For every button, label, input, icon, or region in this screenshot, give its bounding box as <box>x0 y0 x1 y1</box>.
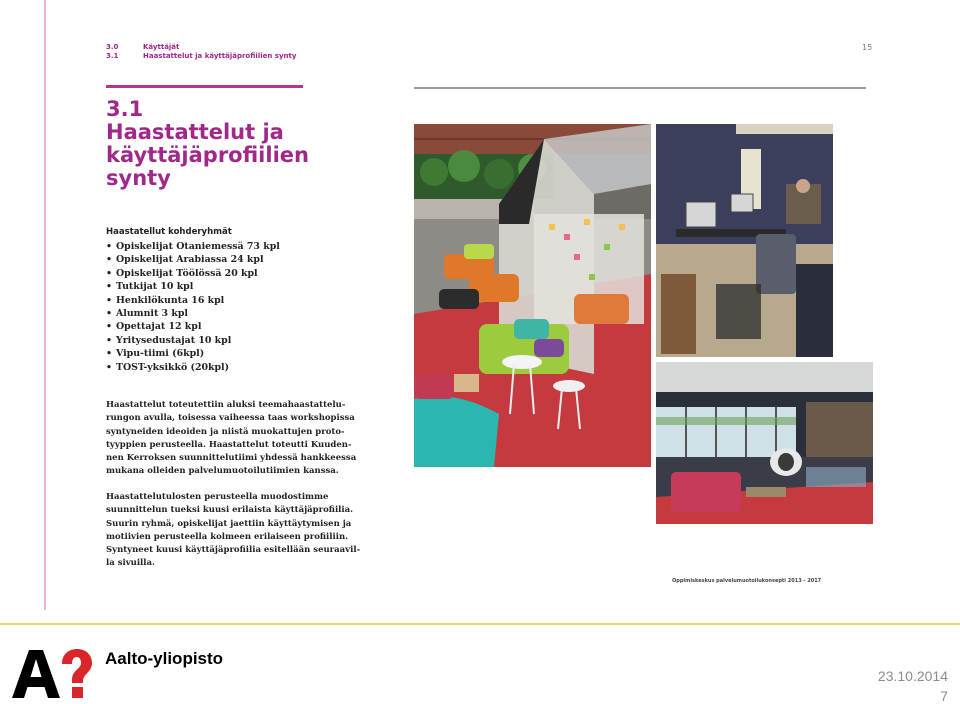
list-item: • Tutkijat 10 kpl <box>106 280 280 293</box>
paragraph-line: la sivuilla. <box>106 558 155 569</box>
footer-rule <box>0 623 960 625</box>
slide-number: 7 <box>940 688 948 704</box>
paragraph-line: Haastattelut toteutettiin aluksi teemahaastattelu- <box>106 400 346 410</box>
title-line: käyttäjäprofiilien <box>106 143 309 167</box>
title-rule <box>106 85 303 88</box>
target-groups-list <box>106 240 280 374</box>
aalto-logo <box>12 648 92 704</box>
paragraph-line: nen Kerroksen suunnittelutiimi yhdessä hankkeessa <box>106 453 357 464</box>
list-item: • Vipu-tiimi (6kpl) <box>106 347 280 360</box>
document-footer: Oppimiskeskus palvelumuotoilukonsepti 2013 - 2017 <box>672 578 822 584</box>
list-item: • Yritysedustajat 10 kpl <box>106 334 280 347</box>
section-title: Käyttäjät <box>143 43 180 51</box>
paragraph-line: syntyneiden ideoiden ja niistä muokattujen proto- <box>106 426 345 437</box>
margin-line <box>44 0 46 610</box>
title-line: Haastattelut ja <box>106 120 284 144</box>
subsection-title: Haastattelut ja käyttäjäprofiilien synty <box>143 52 297 60</box>
paragraph-line: Syntyneet kuusi käyttäjäprofiilia esitellään seuraavil- <box>106 545 361 556</box>
photo-lounge-pavilion <box>414 124 651 467</box>
section-number: 3.0 <box>106 43 119 51</box>
paragraph-line: motiivien perusteella kolmeen erilaiseen profiiliin. <box>106 531 349 542</box>
photo-library-lounge <box>656 362 873 524</box>
subsection-number: 3.1 <box>106 52 119 60</box>
title-line: 3.1 <box>106 97 144 121</box>
list-item: • Opiskelijat Arabiassa 24 kpl <box>106 253 280 266</box>
paragraph-line: mukana olleiden palvelumuotoilutiimien kanssa. <box>106 466 339 477</box>
list-item: • TOST-yksikkö (20kpl) <box>106 361 280 374</box>
target-groups-heading: Haastatellut kohderyhmät <box>106 227 232 237</box>
paragraph-line: Suurin ryhmä, opiskelijat jaettiin käyttäytymisen ja <box>106 518 352 529</box>
paragraph-line: tyyppien perusteella. Haastattelut toteutti Kuuden- <box>106 439 352 450</box>
list-item: • Opiskelijat Otaniemessä 73 kpl <box>106 240 280 253</box>
list-item: • Opettajat 12 kpl <box>106 320 280 333</box>
list-item: • Opiskelijat Töölössä 20 kpl <box>106 267 280 280</box>
image-rule <box>414 87 866 89</box>
document-page-number: 15 <box>862 43 873 52</box>
paragraph-profiles <box>106 491 361 571</box>
brand-name: Aalto-yliopisto <box>105 649 224 668</box>
list-item: • Henkilökunta 16 kpl <box>106 294 280 307</box>
paragraph-interviews <box>106 399 356 479</box>
paragraph-line: Haastattelutulosten perusteella muodostimme <box>106 492 329 502</box>
photo-workstations <box>656 124 833 357</box>
page-title <box>106 98 406 190</box>
title-line: synty <box>106 166 171 190</box>
list-item: • Alumnit 3 kpl <box>106 307 280 320</box>
paragraph-line: rungon avulla, toisessa vaiheessa taas workshopissa <box>106 413 355 424</box>
paragraph-line: suunnittelun tueksi kuusi erilaista käyttäjäprofiilia. <box>106 505 354 516</box>
slide-date: 23.10.2014 <box>877 668 948 684</box>
